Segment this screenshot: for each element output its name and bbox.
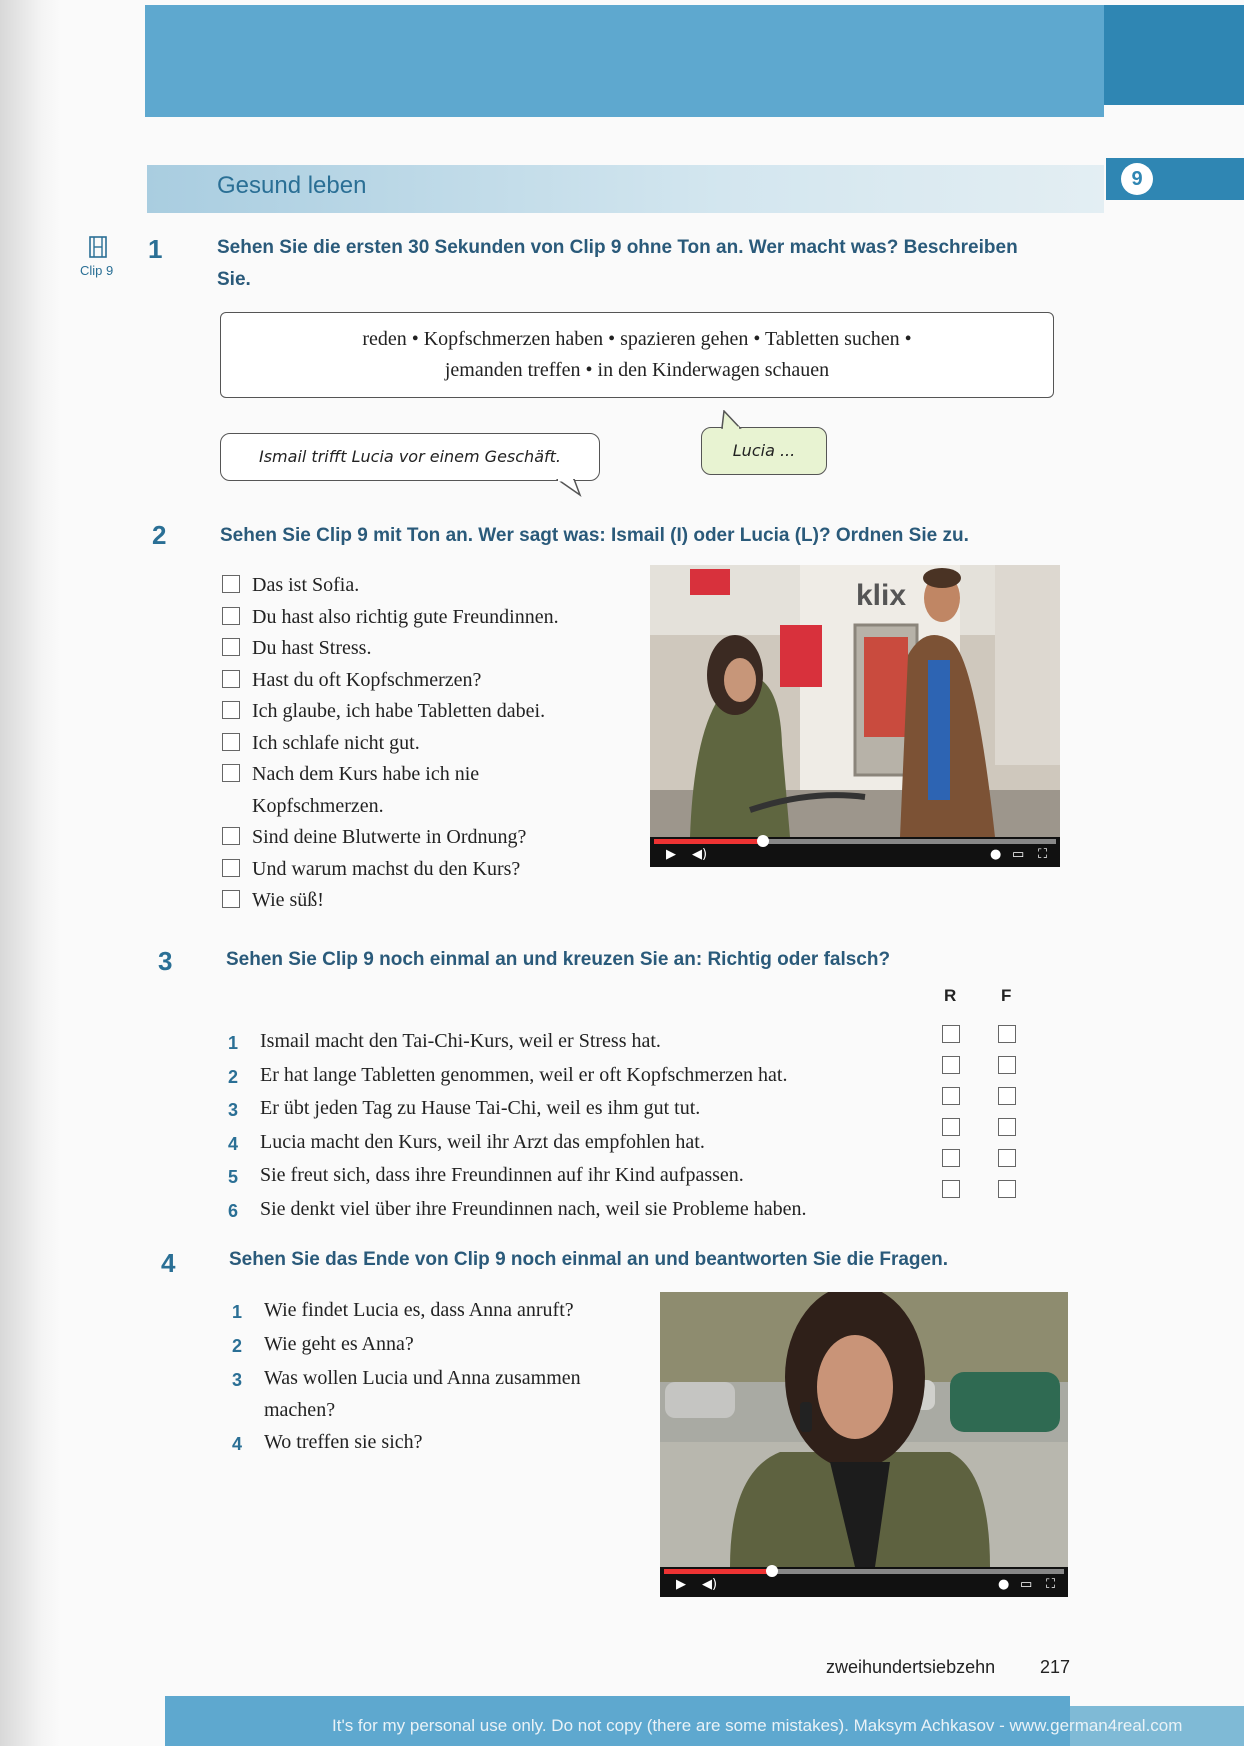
progress-fill	[664, 1569, 772, 1574]
speech-bubble-example: Ismail trifft Lucia vor einem Geschäft.	[220, 433, 600, 481]
checkbox[interactable]	[222, 575, 240, 593]
checkbox[interactable]	[222, 764, 240, 782]
list-item	[222, 602, 559, 634]
exercise-1-instruction	[217, 232, 1067, 296]
photo-scene	[660, 1292, 1068, 1567]
list-item-text: Hast du oft Kopfschmerzen?	[252, 668, 482, 691]
item-number: 5	[228, 1167, 239, 1187]
list-item-text	[264, 1362, 581, 1426]
list-item	[228, 1160, 807, 1194]
checkbox[interactable]	[222, 607, 240, 625]
list-item	[228, 1060, 807, 1094]
list-item-text: Ismail macht den Tai-Chi-Kurs, weil er Stress hat.	[260, 1030, 661, 1052]
list-item-line: Was wollen Lucia und Anna zusammen	[264, 1367, 581, 1389]
exercise-2-number: 2	[152, 520, 167, 550]
checkbox[interactable]	[222, 701, 240, 719]
checkbox-r[interactable]	[942, 1056, 960, 1074]
column-header-f: F	[1001, 986, 1012, 1005]
list-item	[222, 665, 559, 697]
list-item	[228, 1093, 807, 1127]
play-icon[interactable]: ▶	[676, 1577, 686, 1592]
list-item-text: Sie denkt viel über ihre Freundinnen nach, weil sie Probleme haben.	[260, 1197, 807, 1220]
list-item-text: Er hat lange Tabletten genommen, weil er oft Kopfschmerzen hat.	[260, 1063, 788, 1086]
exercise-4-number: 4	[161, 1248, 176, 1278]
bubble-tail-icon	[716, 410, 746, 429]
shop-sign: klix	[856, 579, 907, 612]
top-banner	[145, 5, 1104, 117]
item-number: 6	[228, 1200, 239, 1221]
list-item	[222, 633, 559, 665]
exercise-1-number: 1	[148, 234, 163, 264]
list-item	[222, 696, 559, 728]
list-item	[228, 1194, 807, 1228]
list-item	[232, 1328, 581, 1362]
checkbox[interactable]	[222, 638, 240, 656]
film-icon	[88, 236, 108, 258]
exercise-3-list	[228, 1026, 807, 1227]
checkbox-f[interactable]	[998, 1056, 1016, 1074]
checkbox[interactable]	[222, 890, 240, 908]
list-item-line: Nach dem Kurs habe ich nie	[252, 763, 480, 785]
list-item-text	[252, 759, 479, 822]
progress-fill	[654, 839, 763, 844]
word-box	[220, 312, 1054, 398]
list-item-text: Er übt jeden Tag zu Hause Tai-Chi, weil es ihm gut tut.	[260, 1097, 701, 1119]
page-gutter-shadow	[0, 0, 60, 1746]
word-box-line: reden • Kopfschmerzen haben • spazieren gehen • Tabletten suchen •	[362, 328, 912, 350]
checkbox-f[interactable]	[998, 1118, 1016, 1136]
item-number: 1	[228, 1033, 239, 1053]
list-item	[222, 759, 559, 822]
list-item-text: Wie süß!	[252, 889, 324, 911]
page-number-word: zweihundertsiebzehn	[826, 1657, 996, 1677]
list-item	[222, 885, 559, 917]
exercise-1-instruction-line: Sehen Sie die ersten 30 Sekunden von Clip 9 ohne Ton an. Wer macht was? Beschreiben	[217, 237, 1018, 258]
list-item-text: Ich schlafe nicht gut.	[252, 731, 420, 754]
chapter-number-badge: 9	[1121, 163, 1153, 195]
item-number: 2	[228, 1066, 239, 1087]
list-item-text: Du hast Stress.	[252, 637, 372, 659]
section-title: Gesund leben	[217, 172, 367, 199]
list-item-text: Sie freut sich, dass ihre Freundinnen auf ihr Kind aufpassen.	[260, 1164, 744, 1186]
list-item-text: Und warum machst du den Kurs?	[252, 857, 521, 880]
checkbox-r[interactable]	[942, 1087, 960, 1105]
fullscreen-icon[interactable]: ⛶	[1038, 847, 1048, 862]
word-box-line: jemanden treffen • in den Kinderwagen schauen	[444, 359, 830, 381]
column-header-r: R	[944, 986, 957, 1005]
checkbox-r[interactable]	[942, 1025, 960, 1043]
list-item	[228, 1026, 807, 1060]
watermark: It's for my personal use only. Do not copy (there are some mistakes). Maksym Achkasov - www.german4real.com	[332, 1716, 1183, 1735]
item-number: 4	[228, 1133, 239, 1154]
list-item-text: Ich glaube, ich habe Tabletten dabei.	[252, 700, 546, 722]
checkbox[interactable]	[222, 670, 240, 688]
list-item	[232, 1362, 581, 1426]
checkbox[interactable]	[222, 827, 240, 845]
list-item-line: Kopfschmerzen.	[252, 794, 384, 817]
checkbox-f[interactable]	[998, 1149, 1016, 1167]
list-item	[222, 728, 559, 760]
item-number: 3	[232, 1370, 243, 1390]
exercise-2-instruction: Sehen Sie Clip 9 mit Ton an. Wer sagt was: Ismail (I) oder Lucia (L)? Ordnen Sie zu.	[220, 525, 969, 546]
item-number: 3	[228, 1100, 239, 1120]
progress-bar[interactable]	[654, 839, 1056, 844]
list-item	[228, 1127, 807, 1161]
video-still-phone	[660, 1292, 1068, 1597]
exercise-2-list	[222, 570, 559, 917]
list-item-line: machen?	[264, 1399, 336, 1421]
item-number: 4	[232, 1434, 243, 1454]
list-item-text: Wie geht es Anna?	[264, 1333, 414, 1355]
fullscreen-icon[interactable]: ⛶	[1046, 1577, 1056, 1592]
video-player-bar	[650, 837, 1060, 867]
list-item-text: Wie findet Lucia es, dass Anna anruft?	[264, 1299, 574, 1321]
settings-icon[interactable]: ●	[998, 1577, 1010, 1592]
item-number: 1	[232, 1302, 243, 1322]
miniplayer-icon[interactable]: ▭	[1012, 847, 1025, 862]
checkbox-r[interactable]	[942, 1118, 960, 1136]
exercise-4-list	[232, 1294, 581, 1460]
list-item-text: Sind deine Blutwerte in Ordnung?	[252, 826, 527, 848]
list-item-text: Lucia macht den Kurs, weil ihr Arzt das empfohlen hat.	[260, 1130, 705, 1153]
bubble-tail-icon	[556, 479, 586, 497]
checkbox-f[interactable]	[998, 1087, 1016, 1105]
page-number: 217	[1040, 1657, 1071, 1677]
checkbox[interactable]	[222, 733, 240, 751]
list-item	[222, 822, 559, 854]
volume-icon[interactable]: ◀)	[692, 847, 708, 862]
checkbox-r[interactable]	[942, 1180, 960, 1198]
miniplayer-icon[interactable]: ▭	[1020, 1577, 1033, 1592]
list-item	[232, 1426, 581, 1460]
top-banner-accent	[1104, 5, 1244, 105]
clip-label: Clip 9	[80, 263, 114, 278]
checkbox-f[interactable]	[998, 1180, 1016, 1198]
video-still-shop	[650, 565, 1060, 867]
speech-bubble-prompt: Lucia ...	[701, 427, 827, 475]
settings-icon[interactable]: ●	[990, 847, 1002, 862]
item-number: 2	[232, 1336, 243, 1356]
checkbox[interactable]	[222, 859, 240, 877]
list-item-text: Du hast also richtig gute Freundinnen.	[252, 605, 559, 628]
play-icon[interactable]: ▶	[666, 847, 676, 862]
list-item-text: Wo treffen sie sich?	[264, 1431, 423, 1453]
list-item	[222, 854, 559, 886]
list-item-text: Das ist Sofia.	[252, 574, 360, 596]
exercise-4-instruction: Sehen Sie das Ende von Clip 9 noch einmal an und beantworten Sie die Fragen.	[229, 1249, 948, 1270]
progress-knob[interactable]	[766, 1565, 778, 1577]
checkbox-f[interactable]	[998, 1025, 1016, 1043]
progress-knob[interactable]	[757, 835, 769, 847]
exercise-3-instruction: Sehen Sie Clip 9 noch einmal an und kreuzen Sie an: Richtig oder falsch?	[226, 949, 891, 970]
list-item	[222, 570, 559, 602]
exercise-3-number: 3	[158, 946, 173, 976]
checkbox-r[interactable]	[942, 1149, 960, 1167]
list-item	[232, 1294, 581, 1328]
progress-bar[interactable]	[664, 1569, 1064, 1574]
video-player-bar	[660, 1567, 1068, 1597]
volume-icon[interactable]: ◀)	[702, 1577, 718, 1592]
photo-scene	[650, 565, 1060, 837]
exercise-1-instruction-line: Sie.	[217, 269, 251, 290]
